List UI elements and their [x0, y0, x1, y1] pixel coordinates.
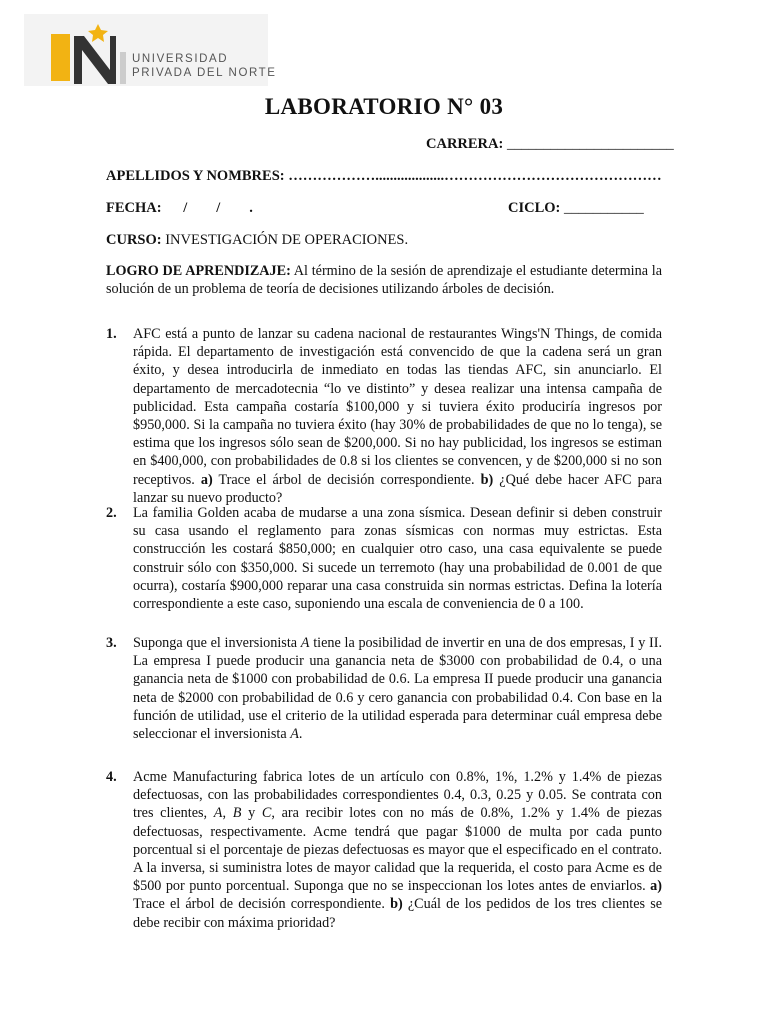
- apellidos-label: APELLIDOS Y NOMBRES:: [106, 168, 285, 184]
- carrera-field: [426, 136, 674, 153]
- question-number: 2.: [106, 505, 117, 521]
- logro-text: Al término de la sesión de aprendizaje el estudiante determina la solución de un problema de teoría de decisiones utilizando árboles de decisión.: [106, 263, 662, 298]
- question-body-part3: .: [298, 726, 303, 743]
- question-body-part2: tiene la posibilidad de invertir en una de dos empresas, I y II. La empresa I puede producir una ganancia neta de $3000 con probabilidad de 0.4, o una ganancia neta de $1000 con probabilidad de 0.6. La empresa II puede producir una ganancia neta de $2000 con probabilidad de 0.6 y cero ganancia con probabilidad 0.4. Con base en la función de utilidad, use el criterio de la utilidad esperada para determinar cuál empresa debe seleccionar el inversionista: [133, 635, 663, 743]
- question-1: [106, 325, 662, 507]
- client-c-symbol: C: [261, 805, 272, 822]
- question-4: [106, 768, 662, 932]
- client-b-symbol: B: [232, 805, 242, 822]
- investor-symbol: A: [300, 635, 310, 651]
- university-name: [132, 52, 277, 80]
- page-title: LABORATORIO N° 03: [264, 94, 504, 119]
- part-b-label: b): [480, 471, 494, 488]
- ciclo-blank: ___________: [564, 200, 644, 216]
- client-a-symbol: A: [213, 805, 223, 822]
- apellidos-field: [106, 168, 662, 185]
- logro-paragraph: [106, 262, 662, 298]
- university-name-line1: UNIVERSIDAD: [132, 53, 229, 65]
- part-a-text: Trace el árbol de decisión correspondiente.: [218, 471, 475, 488]
- part-b-text: ¿Cuál de los pedidos de los tres clientes se debe recibir con máxima prioridad?: [133, 896, 663, 931]
- university-logo-icon: [70, 22, 128, 86]
- ciclo-field: [508, 200, 644, 217]
- part-a-label: a): [200, 471, 213, 488]
- question-text: [133, 768, 662, 932]
- question-2: [106, 504, 662, 613]
- question-text: [133, 634, 662, 743]
- question-body-part1: Suponga que el inversionista: [133, 635, 298, 651]
- carrera-label: CARRERA:: [426, 136, 504, 152]
- part-a-label: a): [650, 878, 662, 895]
- question-body: La familia Golden acaba de mudarse a una zona sísmica. Desean definir si deben construir su casa usando el reglamento para zonas sísmicas con normas muy estrictas. Esta construcción les costará $850,000; en cualquier otro caso, una casa equivalente se puede construir sólo con $350,000. Si sucede un terremoto (hay una probabilidad de 0.001 de que ocurra), costaría $900,000 reparar una casa construida sin normas estrictas. Defina la lotería correspondiente a este caso, suponiendo una escala de conveniencia de 0 a 100.: [133, 505, 662, 613]
- separator: ,: [222, 805, 226, 822]
- part-a-text: Trace el árbol de decisión correspondiente.: [133, 896, 385, 913]
- curso-value: INVESTIGACIÓN DE OPERACIONES.: [165, 232, 409, 248]
- curso-label: CURSO:: [106, 232, 162, 248]
- question-body-part1: Acme Manufacturing fabrica lotes de un artículo con 0.8%, 1%, 1.2% y 1.4% de piezas defectuosas, con las probabilidades correspondientes 0.4, 0.3, 0.25 y 0.05. Se contrata con tres clientes,: [133, 769, 662, 822]
- carrera-blank: _______________________: [506, 136, 674, 152]
- question-text: [133, 504, 662, 613]
- fecha-blank: / / .: [183, 200, 253, 216]
- logo-yellow-square: [51, 34, 70, 81]
- question-text: [133, 325, 662, 507]
- question-body: AFC está a punto de lanzar su cadena nacional de restaurantes Wings'N Things, de comida rápida. El departamento de investigación está convencido de que la cadena será un gran éxito, y desea introducirla de inmediato en todas las tiendas AFC, sin anunciarlo. El departamento de mercadotecnia “lo ve distinto” y desea realizar una intensa campaña de publicidad. Esta campaña costaría $100,000 y si tuviera éxito produciría ingresos por $950,000. Si la campaña no tuviera éxito (hay 30% de probabilidades de que no lo tenga), se estima que los ingresos sólo sean de $200,000. Si no hay publicidad, los ingresos se estiman en $400,000, con probabilidades de 0.8 si los clientes se convencen, y de $200,000 si no son receptivos.: [133, 326, 662, 488]
- question-3: [106, 634, 662, 743]
- question-number: 1.: [106, 326, 117, 342]
- university-name-line2: PRIVADA DEL NORTE: [132, 67, 277, 79]
- logro-label: LOGRO DE APRENDIZAJE:: [106, 263, 291, 279]
- investor-symbol: A: [290, 726, 299, 743]
- separator: y: [248, 805, 256, 822]
- fecha-field: [106, 200, 253, 217]
- curso-field: [106, 232, 408, 249]
- question-body-part2: , ara recibir lotes con no más de 0.8%, 1.2% y 1.4% de piezas defectuosas, respectivamente. Acme tendrá que pagar $1000 de multa por cada punto porcentual si el porcentaje de piezas defectuosas es mayor que el especificado en el contrato. A la inversa, si suministra lotes de mayor calidad que la requerida, el costo para Acme es de $500 por punto porcentual. Suponga que no se inspeccionan los lotes antes de enviarlos.: [133, 805, 663, 895]
- part-b-text: ¿Qué debe hacer AFC para lanzar su nuevo producto?: [133, 471, 663, 506]
- fecha-label: FECHA:: [106, 200, 162, 216]
- question-number: 4.: [106, 769, 117, 785]
- ciclo-label: CICLO:: [508, 200, 561, 216]
- part-b-label: b): [390, 896, 403, 913]
- question-number: 3.: [106, 635, 117, 651]
- apellidos-blank: ………………...................………………………………………: [288, 168, 662, 184]
